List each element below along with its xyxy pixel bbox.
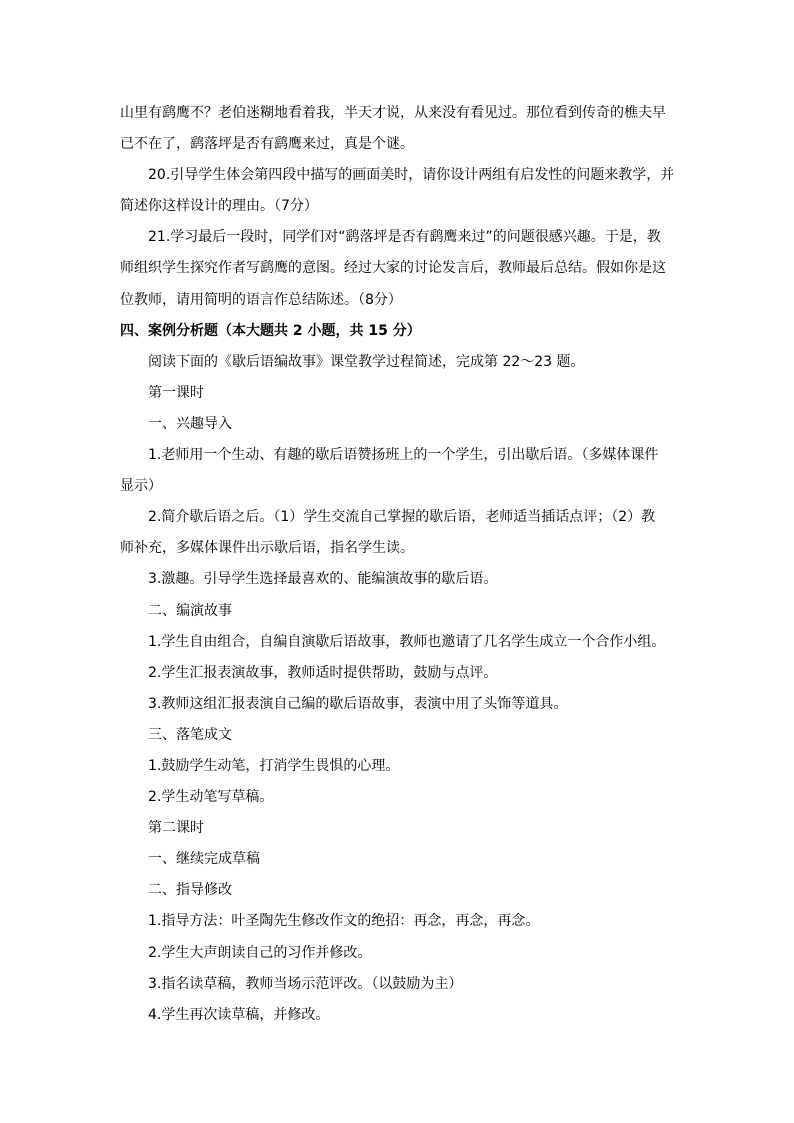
text-line: 二、编演故事	[148, 602, 232, 619]
text-line: 1.指导方法：叶圣陶先生修改作文的绝招：再念，再念，再念。	[148, 913, 540, 930]
text-line: 师补充，多媒体课件出示歇后语，指名学生读。	[120, 540, 414, 557]
text-line: 师组织学生探究作者写鹞鹰的意图。经过大家的讨论发言后，教师最后总结。假如你是这	[120, 260, 666, 277]
text-line: 第二课时	[148, 820, 204, 837]
text-line: 三、落笔成文	[148, 726, 232, 743]
text-line: 山里有鹞鹰不？老伯迷糊地看着我，半天才说，从来没有看见过。那位看到传奇的樵夫早	[120, 105, 666, 121]
text-line: 3.教师这组汇报表演自己编的歇后语故事，表演中用了头饰等道具。	[148, 695, 568, 712]
text-line: 第一课时	[148, 384, 204, 401]
text-line: 1.老师用一个生动、有趣的歇后语赞扬班上的一个学生，引出歇后语。（多媒体课件	[148, 447, 659, 464]
text-line: 一、继续完成草稿	[148, 851, 260, 868]
section-heading: 四、案例分析题（本大题共 2 小题，共 15 分）	[120, 322, 421, 339]
text-line: 简述你这样设计的理由。（7分）	[120, 198, 318, 215]
text-line: 2.学生汇报表演故事，教师适时提供帮助，鼓励与点评。	[148, 664, 498, 681]
text-line: 一、兴趣导入	[148, 415, 232, 432]
text-line: 阅读下面的《歇后语编故事》课堂教学过程简述，完成第 22～23 题。	[148, 353, 585, 370]
text-line: 4.学生再次读草稿，并修改。	[148, 1006, 330, 1023]
document-page	[120, 98, 674, 1031]
text-line: 2.简介歇后语之后。（1）学生交流自己掌握的歇后语，老师适当插话点评；（2）教	[148, 509, 656, 526]
text-line: 21.学习最后一段时，同学们对“鹞落坪是否有鹞鹰来过”的问题很感兴趣。于是，教	[148, 229, 661, 246]
text-line: 位教师，请用简明的语言作总结陈述。（8分）	[120, 291, 402, 308]
text-line: 已不在了，鹞落坪是否有鹞鹰来过，真是个谜。	[120, 136, 414, 153]
text-line: 2.学生大声朗读自己的习作并修改。	[148, 944, 372, 961]
text-line: 3.指名读草稿，教师当场示范评改。（以鼓励为主）	[148, 975, 463, 992]
text-line: 1.学生自由组合，自编自演歇后语故事，教师也邀请了几名学生成立一个合作小组。	[148, 633, 666, 650]
text-line: 显示）	[120, 478, 162, 495]
text-line: 2.学生动笔写草稿。	[148, 789, 274, 806]
text-line: 1.鼓励学生动笔，打消学生畏惧的心理。	[148, 757, 400, 774]
text-line: 二、指导修改	[148, 882, 232, 899]
text-line: 20.引导学生体会第四段中描写的画面美时，请你设计两组有启发性的问题来教学，并	[148, 167, 674, 184]
text-line: 3.激趣。引导学生选择最喜欢的、能编演故事的歇后语。	[148, 571, 498, 588]
